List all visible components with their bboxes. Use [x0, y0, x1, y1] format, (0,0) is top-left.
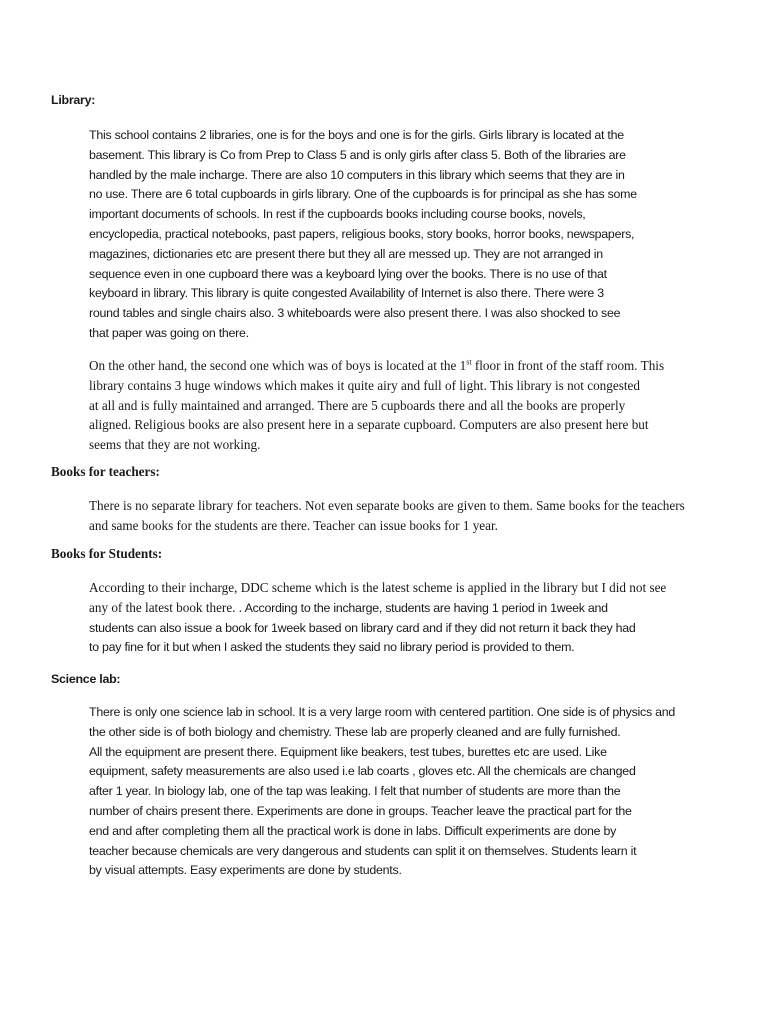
text-line: According to their incharge, DDC scheme which is the latest scheme is applied in the library but I did not see	[89, 580, 667, 595]
text-line: sequence even in one cupboard there was a keyboard lying over the books. There is no use of that	[89, 266, 607, 281]
text-line: magazines, dictionaries etc are present there but they all are messed up. They are not arranged in	[89, 246, 603, 261]
library-paragraph-girls	[89, 126, 689, 344]
text-line: teacher because chemicals are very dangerous and students can split it on themselves. Students learn it	[89, 843, 637, 858]
text-line: handled by the male incharge. There are also 10 computers in this library which seems that they are in	[89, 167, 625, 182]
teachers-paragraph	[51, 496, 687, 536]
text-line: after 1 year. In biology lab, one of the tap was leaking. I felt that number of students are more than the	[89, 784, 621, 799]
text-line: by visual attempts. Easy experiments are done by students.	[89, 863, 402, 878]
text-line: the other side is of both biology and chemistry. These lab are properly cleaned and are fully furnished.	[89, 724, 621, 739]
text-line: that paper was going on there.	[89, 325, 249, 340]
students-paragraph	[51, 578, 687, 658]
text-line: no use. There are 6 total cupboards in girls library. One of the cupboards is for principal as she has some	[89, 187, 637, 202]
text-line: This school contains 2 libraries, one is for the boys and one is for the girls. Girls library is located at the	[89, 128, 624, 142]
text-line: All the equipment are present there. Equipment like beakers, test tubes, burettes etc are used. Like	[89, 744, 607, 759]
students-heading: Books for Students:	[51, 546, 163, 561]
text-line: and same books for the students are there. Teacher can issue books for 1 year.	[89, 517, 498, 533]
text-line: library contains 3 huge windows which makes it quite airy and full of light. This library is not congested	[89, 377, 640, 393]
text-line: round tables and single chairs also. 3 whiteboards were also present there. I was also shocked to see	[89, 306, 621, 321]
ordinal-suffix: st	[466, 357, 472, 367]
text-line: There is only one science lab in school. It is a very large room with centered partition. One side is of physics and	[89, 705, 676, 719]
text-line: seems that they are not working.	[89, 437, 261, 453]
text-fragment: According to the incharge, students are having 1 period in 1week and	[242, 600, 608, 615]
text-line: at all and is fully maintained and arranged. There are 5 cupboards there and all the books are properly	[89, 397, 626, 413]
teachers-heading: Books for teachers:	[51, 464, 160, 479]
text-line: There is no separate library for teachers. Not even separate books are given to them. Same books for the teachers	[89, 498, 685, 513]
text-line: encyclopedia, practical notebooks, past papers, religious books, story books, horror books, newspapers,	[89, 226, 635, 241]
text-line	[89, 356, 687, 376]
text-line: basement. This library is Co from Prep to Class 5 and is only girls after class 5. Both of the libraries are	[89, 147, 626, 162]
text-line: important documents of schools. In rest if the cupboards books including course books, novels,	[89, 207, 586, 222]
text-line: end and after completing them all the practical work is done in labs. Difficult experiments are done by	[89, 823, 617, 838]
library-paragraph-boys	[51, 356, 687, 455]
text-line: equipment, safety measurements are also used i.e lab coarts , gloves etc. All the chemicals are changed	[89, 764, 636, 779]
text-line: number of chairs present there. Experiments are done in groups. Teacher leave the practical part for the	[89, 803, 632, 818]
text-line	[89, 598, 687, 619]
science-lab-paragraph	[51, 703, 687, 881]
text-fragment: floor in front of the staff room. This	[471, 358, 665, 373]
text-line: to pay fine for it but when I asked the students they said no library period is provided to them.	[89, 640, 575, 655]
text-line: aligned. Religious books are also present here in a separate cupboard. Computers are also present here but	[89, 417, 649, 433]
library-heading: Library:	[51, 93, 96, 107]
text-line: keyboard in library. This library is quite congested Availability of Internet is also there. There were 3	[89, 286, 604, 301]
text-fragment: any of the latest book there. .	[89, 599, 243, 615]
science-lab-heading: Science lab:	[51, 672, 121, 686]
text-fragment: On the other hand, the second one which was of boys is located at the 1	[89, 358, 467, 373]
text-line: students can also issue a book for 1week based on library card and if they did not return it back they had	[89, 620, 636, 635]
